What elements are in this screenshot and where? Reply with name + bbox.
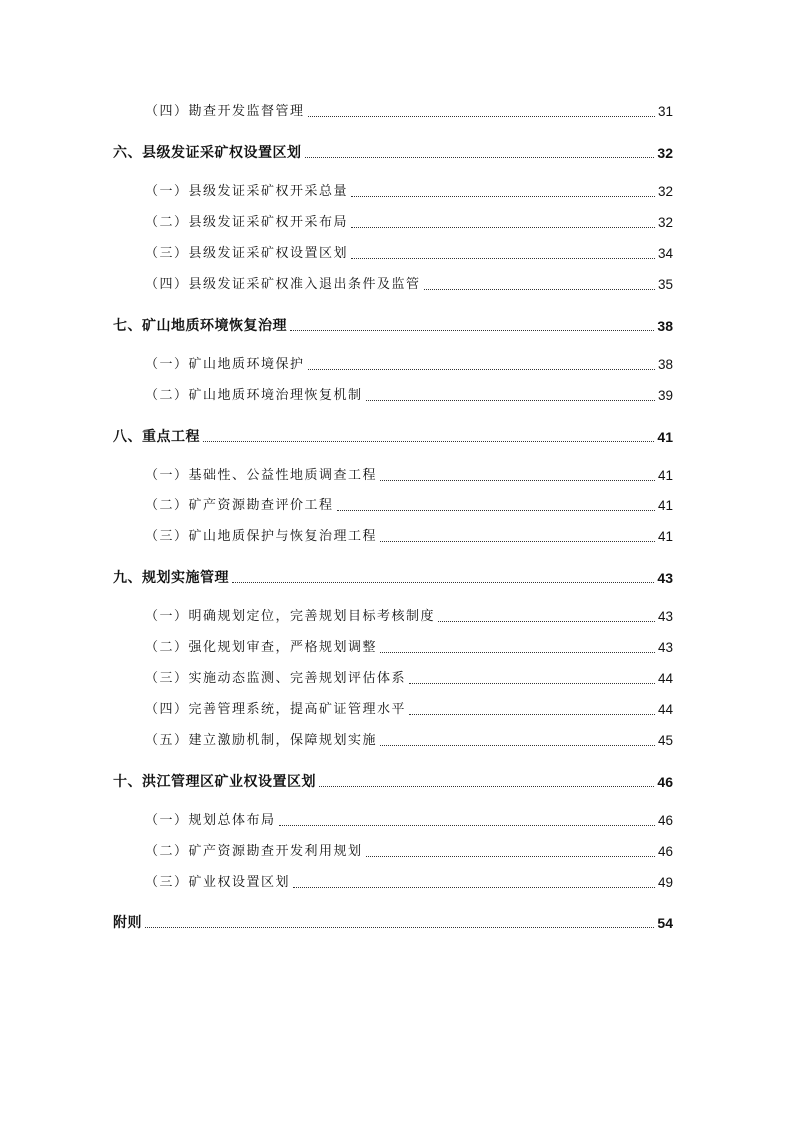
toc-dot-leader (409, 714, 655, 715)
toc-entry-title: 九、规划实施管理 (113, 570, 229, 586)
toc-section-entry[interactable] (0, 100, 793, 122)
toc-section-entry[interactable] (0, 729, 793, 751)
toc-section-entry[interactable] (0, 494, 793, 516)
toc-dot-leader (351, 258, 655, 259)
toc-dot-leader (279, 825, 655, 826)
toc-chapter-entry[interactable] (0, 566, 793, 588)
toc-entry-title: （二）强化规划审查，严格规划调整 (145, 640, 378, 655)
toc-section-entry[interactable] (0, 273, 793, 295)
toc-page-number: 38 (657, 357, 673, 372)
toc-page-number: 32 (657, 215, 673, 230)
toc-page-number: 54 (657, 915, 673, 931)
toc-chapter-entry[interactable] (0, 141, 793, 163)
toc-page-number: 32 (657, 145, 673, 161)
toc-entry-title: （三）矿山地质保护与恢复治理工程 (145, 529, 378, 544)
toc-dot-leader (438, 621, 655, 622)
toc-dot-leader (232, 582, 654, 583)
toc-page-number: 49 (657, 875, 673, 890)
toc-entry-title: （二）县级发证采矿权开采布局 (145, 215, 349, 230)
toc-page-number: 44 (657, 671, 673, 686)
toc-dot-leader (308, 369, 655, 370)
toc-dot-leader (337, 510, 655, 511)
toc-page-number: 44 (657, 702, 673, 717)
toc-page-number: 46 (657, 774, 673, 790)
toc-section-entry[interactable] (0, 636, 793, 658)
toc-page-number: 41 (657, 468, 673, 483)
toc-page-number: 43 (657, 609, 673, 624)
toc-section-entry[interactable] (0, 353, 793, 375)
toc-page-number: 43 (657, 570, 673, 586)
toc-entry-title: 十、洪江管理区矿业权设置区划 (113, 774, 316, 790)
toc-entry-title: 附则 (113, 915, 142, 931)
toc-page-number: 31 (657, 104, 673, 119)
toc-page-number: 46 (657, 813, 673, 828)
toc-dot-leader (145, 927, 654, 928)
toc-dot-leader (351, 227, 655, 228)
toc-entry-title: （四）县级发证采矿权准入退出条件及监管 (145, 277, 421, 292)
toc-section-entry[interactable] (0, 525, 793, 547)
toc-section-entry[interactable] (0, 605, 793, 627)
toc-entry-title: （二）矿产资源勘查评价工程 (145, 498, 334, 513)
toc-page-number: 43 (657, 640, 673, 655)
toc-dot-leader (424, 289, 655, 290)
toc-dot-leader (319, 786, 654, 787)
toc-page-number: 41 (657, 498, 673, 513)
toc-dot-leader (305, 157, 655, 158)
toc-chapter-entry[interactable] (0, 314, 793, 336)
toc-section-entry[interactable] (0, 180, 793, 202)
toc-entry-title: （一）基础性、公益性地质调查工程 (145, 468, 378, 483)
toc-entry-title: 七、矿山地质环境恢复治理 (113, 318, 287, 334)
toc-section-entry[interactable] (0, 242, 793, 264)
toc-section-entry[interactable] (0, 464, 793, 486)
toc-dot-leader (366, 400, 655, 401)
toc-entry-title: （二）矿山地质环境治理恢复机制 (145, 388, 363, 403)
toc-chapter-entry[interactable] (0, 770, 793, 792)
toc-entry-title: 八、重点工程 (113, 429, 200, 445)
toc-entry-title: （三）矿业权设置区划 (145, 875, 291, 890)
toc-entry-title: （一）矿山地质环境保护 (145, 357, 305, 372)
toc-dot-leader (380, 745, 655, 746)
toc-dot-leader (380, 480, 655, 481)
toc-entry-title: （三）县级发证采矿权设置区划 (145, 246, 349, 261)
toc-entry-title: （三）实施动态监测、完善规划评估体系 (145, 671, 407, 686)
toc-dot-leader (380, 541, 655, 542)
toc-dot-leader (290, 330, 654, 331)
toc-dot-leader (366, 856, 655, 857)
toc-page-number: 41 (657, 529, 673, 544)
toc-section-entry[interactable] (0, 809, 793, 831)
toc-section-entry[interactable] (0, 871, 793, 893)
toc-page-number: 39 (657, 388, 673, 403)
toc-section-entry[interactable] (0, 667, 793, 689)
toc-dot-leader (308, 116, 655, 117)
toc-entry-title: 六、县级发证采矿权设置区划 (113, 145, 302, 161)
toc-entry-title: （一）县级发证采矿权开采总量 (145, 184, 349, 199)
toc-page-number: 45 (657, 733, 673, 748)
toc-page-number: 46 (657, 844, 673, 859)
toc-page-number: 38 (657, 318, 673, 334)
toc-entry-title: （四）完善管理系统，提高矿证管理水平 (145, 702, 407, 717)
toc-section-entry[interactable] (0, 384, 793, 406)
toc-page-number: 35 (657, 277, 673, 292)
toc-page-number: 32 (657, 184, 673, 199)
toc-entry-title: （一）规划总体布局 (145, 813, 276, 828)
toc-dot-leader (351, 196, 655, 197)
toc-section-entry[interactable] (0, 840, 793, 862)
toc-entry-title: （二）矿产资源勘查开发利用规划 (145, 844, 363, 859)
toc-chapter-entry[interactable] (0, 425, 793, 447)
toc-entry-title: （一）明确规划定位，完善规划目标考核制度 (145, 609, 436, 624)
toc-dot-leader (203, 441, 654, 442)
toc-chapter-entry[interactable] (0, 911, 793, 933)
toc-entry-title: （四）勘查开发监督管理 (145, 104, 305, 119)
toc-dot-leader (380, 652, 655, 653)
toc-section-entry[interactable] (0, 698, 793, 720)
toc-page-number: 41 (657, 429, 673, 445)
toc-entry-title: （五）建立激励机制，保障规划实施 (145, 733, 378, 748)
toc-dot-leader (293, 887, 655, 888)
toc-section-entry[interactable] (0, 211, 793, 233)
toc-page-number: 34 (657, 246, 673, 261)
toc-dot-leader (409, 683, 655, 684)
